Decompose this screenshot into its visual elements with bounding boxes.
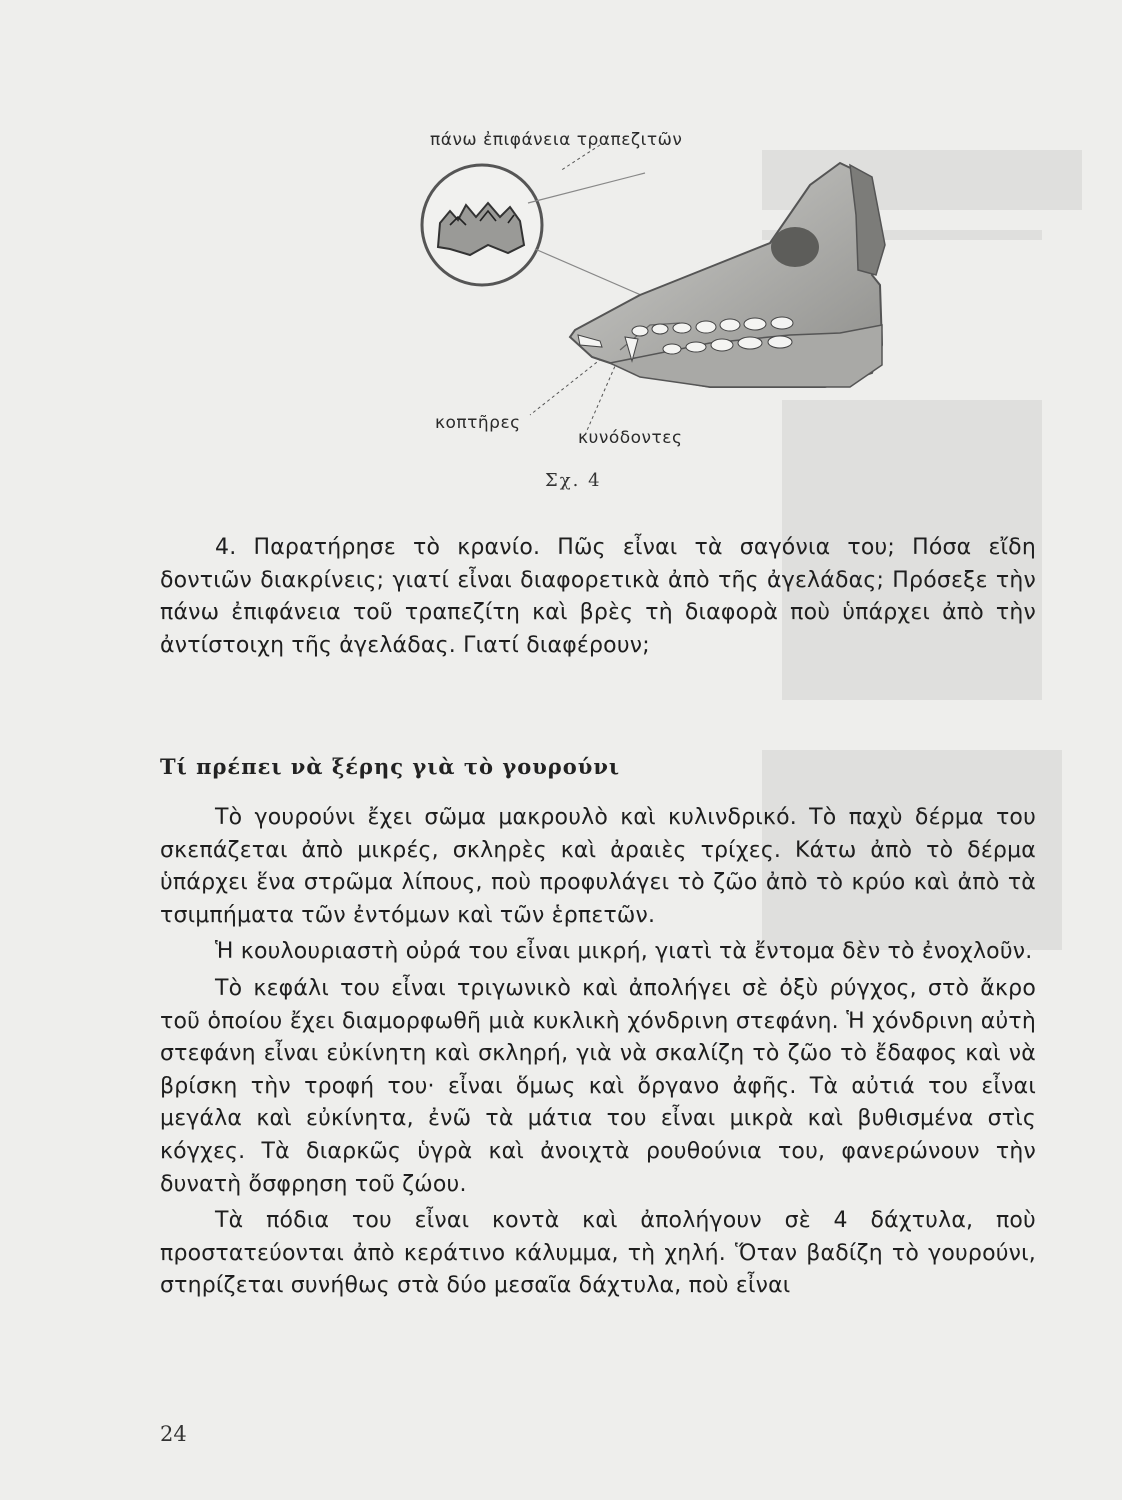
exercise-4-paragraph: 4. Παρατήρησε τὸ κρανίο. Πῶς εἶναι τὰ σαγόνια του; Πόσα εἴδη δοντιῶν διακρίνεις; γιατί εἶναι διαφορετικὰ ἀπὸ τῆς ἀγελάδας; Πρόσεξε τὴν πάνω ἐπιφάνεια τοῦ τραπεζίτη καὶ βρὲς τὴ διαφορὰ ποὺ ὑπάρχει ἀπὸ τὴν ἀντίστοιχη τῆς ἀγελάδας. Γιατί διαφέρουν; [160, 535, 1036, 658]
pig-skull-illustration [410, 125, 910, 525]
paragraph-3: Τὸ κεφάλι του εἶναι τριγωνικὸ καὶ ἀπολήγει σὲ ὀξὺ ρύγχος, στὸ ἄκρο τοῦ ὁποίου ἔχει διαμορφωθῆ μιὰ κυκλικὴ χόνδρινη στεφάνη. Ἡ χόνδρινη αὐτὴ στεφάνη εἶναι εὐκίνητη καὶ σκληρή, γιὰ νὰ σκαλίζη τὸ ζῶο τὸ ἔδαφος καὶ νὰ βρίσκη τὴν τροφή του· εἶναι ὅμως καὶ ὄργανο ἀφῆς. Τὰ αὐτιά του εἶναι μεγάλα καὶ εὐκίνητα, ἐνῶ τὰ μάτια του εἶναι μικρὰ καὶ βυθισμένα στὶς κόγχες. Τὰ διαρκῶς ὑγρὰ καὶ ἀνοιχτὰ ρουθούνια του, φανερώνουν τὴν δυνατὴ ὄσφρηση τοῦ ζώου. [160, 975, 1036, 1197]
paragraph-1: Τὸ γουρούνι ἔχει σῶμα μακρουλὸ καὶ κυλινδρικό. Τὸ παχὺ δέρμα του σκεπάζεται ἀπὸ μικρές, σκληρὲς καὶ ἀραιὲς τρίχες. Κάτω ἀπὸ τὸ δέρμα ὑπάρχει ἕνα στρῶμα λίπους, ποὺ προφυλάγει τὸ ζῶο ἀπὸ τὸ κρύο καὶ ἀπὸ τὰ τσιμπήματα τῶν ἐντόμων καὶ τῶν ἑρπετῶν. [160, 805, 1036, 928]
section-body [160, 802, 1036, 1303]
page-number: 24 [160, 1422, 187, 1446]
section-heading: Τί πρέπει νὰ ξέρης γιὰ τὸ γουρούνι [160, 754, 621, 779]
pig-skull-figure [410, 125, 910, 525]
label-upper-molar-surface: πάνω ἐπιφάνεια τραπεζιτῶν [430, 130, 683, 150]
label-incisors: κοπτῆρες [435, 413, 521, 433]
nasal-opening [771, 227, 819, 267]
paragraph-4: Τὰ πόδια του εἶναι κοντὰ καὶ ἀπολήγουν σὲ 4 δάχτυλα, ποὺ προστατεύονται ἀπὸ κεράτινο κάλυμμα, τὴ χηλή. Ὅταν βαδίζη τὸ γουρούνι, στηρίζεται συνήθως στὰ δύο μεσαῖα δάχτυλα, ποὺ εἶναι [160, 1208, 1036, 1299]
paragraph-2: Ἡ κουλουριαστὴ οὐρά του εἶναι μικρή, γιατὶ τὰ ἔντομα δὲν τὸ ἐνοχλοῦν. [215, 939, 1033, 965]
figure-caption: Σχ. 4 [545, 470, 602, 491]
molar-crowns [438, 203, 524, 255]
label-canines: κυνόδοντες [578, 428, 683, 448]
exercise-4 [160, 532, 1036, 662]
